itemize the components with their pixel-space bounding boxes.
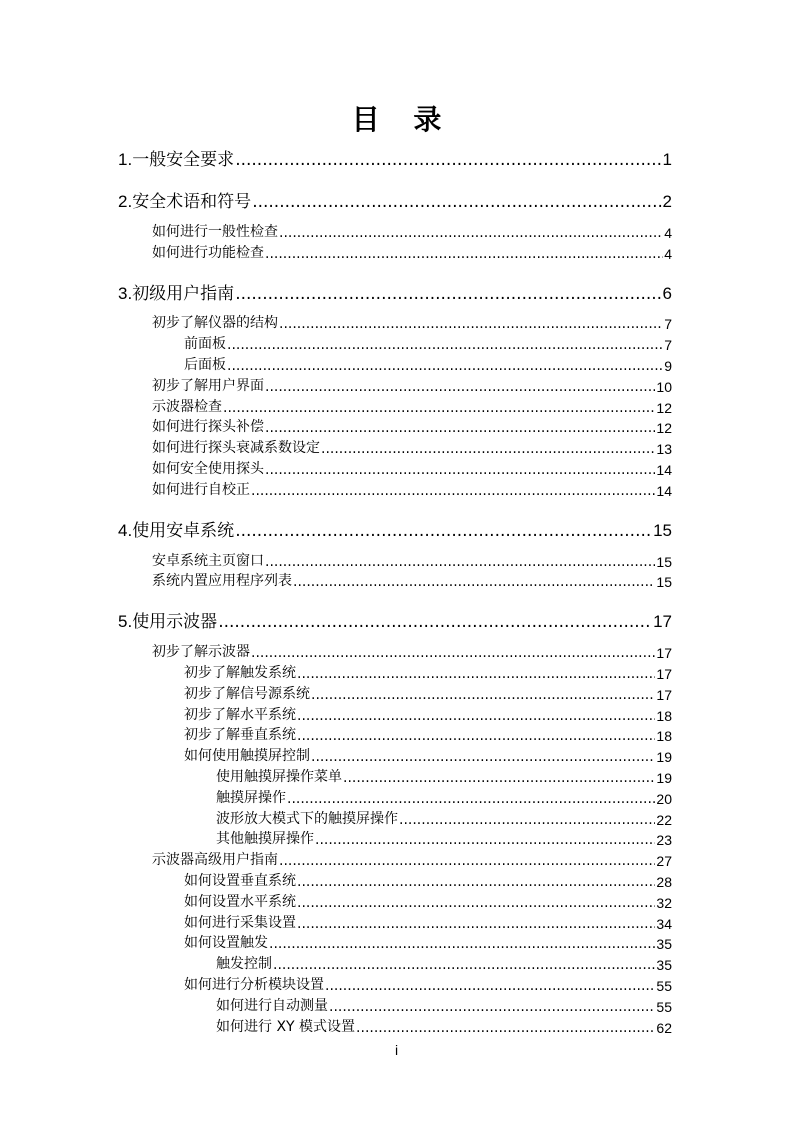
toc-entry-label: 如何进行分析模块设置: [184, 976, 324, 993]
toc-entry[interactable]: [0, 220, 793, 241]
toc-entry[interactable]: [0, 436, 793, 457]
toc-entry-label: 触发控制: [216, 956, 272, 973]
toc-entry-label: 如何进行采集设置: [184, 914, 296, 931]
toc-dot-leader: [235, 150, 661, 170]
toc-dot-leader: [329, 999, 655, 1015]
toc-page-number: 1: [662, 150, 672, 169]
toc-page-number: 12: [656, 399, 672, 416]
toc-page-number: 17: [656, 665, 672, 682]
toc-entry-label: 后面板: [184, 356, 226, 373]
toc-entry-label: 如何进行自动测量: [216, 997, 328, 1014]
toc-dot-leader: [297, 895, 655, 911]
toc-page-number: 13: [656, 441, 672, 458]
toc-entry-label: 如何安全使用探头: [152, 460, 264, 477]
toc-page-number: 2: [662, 192, 672, 211]
toc-entry[interactable]: [0, 332, 793, 353]
toc-entry[interactable]: [0, 682, 793, 703]
toc-entry-label: 如何进行功能检查: [152, 244, 264, 261]
toc-dot-leader: [356, 1020, 655, 1036]
toc-entry[interactable]: [0, 786, 793, 807]
toc-dot-leader: [223, 400, 655, 416]
toc-dot-leader: [227, 337, 663, 353]
toc-entry-label: 触摸屏操作: [216, 789, 286, 806]
toc-entry[interactable]: [0, 549, 793, 570]
toc-entry[interactable]: [0, 188, 793, 212]
toc-dot-leader: [279, 853, 655, 869]
toc-dot-leader: [279, 225, 663, 241]
toc-dot-leader: [325, 978, 655, 994]
toc-entry-label: 示波器检查: [152, 398, 222, 415]
toc-page-number: 55: [656, 998, 672, 1015]
toc-page-number: 9: [664, 357, 672, 374]
toc-dot-leader: [297, 708, 655, 724]
toc-page-number: 15: [656, 574, 672, 591]
toc-dot-leader: [297, 874, 655, 890]
toc-dot-leader: [265, 554, 655, 570]
toc-dot-leader: [287, 791, 655, 807]
toc-entry[interactable]: [0, 478, 793, 499]
toc-entry[interactable]: [0, 640, 793, 661]
toc-page-number: 35: [656, 957, 672, 974]
toc-entry[interactable]: [0, 848, 793, 869]
toc-entry-label: 如何进行探头衰减系数设定: [152, 440, 320, 457]
toc-entry[interactable]: [0, 312, 793, 333]
toc-dot-leader: [297, 916, 655, 932]
toc-page-number: 4: [664, 245, 672, 262]
toc-entry-label: 初步了解信号源系统: [184, 685, 310, 702]
toc-entry[interactable]: [0, 570, 793, 591]
toc-entry[interactable]: [0, 744, 793, 765]
toc-page-number: 27: [656, 853, 672, 870]
toc-section-number: 2.: [118, 192, 133, 211]
toc-entry[interactable]: [0, 952, 793, 973]
toc-entry[interactable]: [0, 517, 793, 541]
toc-entry[interactable]: [0, 661, 793, 682]
toc-section-number: 3.: [118, 283, 133, 303]
toc-entry[interactable]: [0, 146, 793, 170]
toc-page-number: 20: [656, 790, 672, 807]
toc-dot-leader: [251, 645, 655, 661]
toc-dot-leader: [321, 441, 655, 457]
toc-entry-label: 使用示波器: [132, 612, 218, 633]
toc-page-number: 28: [656, 873, 672, 890]
toc-entry[interactable]: [0, 395, 793, 416]
toc-entry[interactable]: [0, 241, 793, 262]
toc-entry-label: 使用安卓系统: [132, 520, 235, 541]
toc-entry-label: 初步了解水平系统: [184, 706, 296, 723]
toc-entry[interactable]: [0, 869, 793, 890]
toc-dot-leader: [265, 246, 663, 262]
toc-entry-label: 波形放大模式下的触摸屏操作: [216, 810, 398, 827]
toc-entry[interactable]: [0, 807, 793, 828]
toc-entry[interactable]: [0, 994, 793, 1015]
toc-dot-leader: [265, 379, 655, 395]
toc-page-number: 15: [653, 520, 672, 540]
toc-entry[interactable]: [0, 457, 793, 478]
toc-entry[interactable]: [0, 1015, 793, 1036]
toc-dot-leader: [235, 521, 652, 541]
toc-entry-label: 初步了解触发系统: [184, 664, 296, 681]
toc-entry-label: 如何设置触发: [184, 935, 268, 952]
toc-entry[interactable]: [0, 703, 793, 724]
toc-page-number: 22: [656, 811, 672, 828]
toc-entry-label: 如何设置垂直系统: [184, 872, 296, 889]
toc-entry-label: 如何进行自校正: [152, 481, 250, 498]
toc-entry-label: 一般安全要求: [132, 150, 235, 170]
toc-section-number: 4.: [118, 520, 133, 540]
toc-page-number: 23: [656, 832, 672, 849]
toc-entry-label: 如何进行探头补偿: [152, 419, 264, 436]
toc-dot-leader: [297, 728, 655, 744]
toc-entry[interactable]: [0, 932, 793, 953]
toc-entry-label: 安全术语和符号: [132, 192, 252, 212]
toc-entry-label: 初步了解仪器的结构: [152, 315, 278, 332]
toc-dot-leader: [265, 420, 655, 436]
toc-page-number: 4: [664, 224, 672, 241]
toc-dot-leader: [227, 358, 663, 374]
toc-dot-leader: [311, 749, 655, 765]
toc-entry[interactable]: [0, 416, 793, 437]
toc-page-number: 14: [656, 461, 672, 478]
toc-entry-label: 其他触摸屏操作: [216, 831, 314, 848]
toc-entry-label: 如何进行 XY 模式设置: [216, 1018, 356, 1035]
toc-entry[interactable]: [0, 765, 793, 786]
toc-entry-label: 如何设置水平系统: [184, 893, 296, 910]
toc-dot-leader: [252, 192, 661, 212]
toc-dot-leader: [279, 316, 663, 332]
toc-page-number: 15: [656, 553, 672, 570]
toc-dot-leader: [297, 666, 655, 682]
toc-section-number: 5.: [118, 612, 133, 632]
toc-entry[interactable]: [0, 973, 793, 994]
toc-page-number: 7: [664, 316, 672, 333]
toc-page-number: 35: [656, 936, 672, 953]
toc-page-number: 18: [656, 707, 672, 724]
toc-dot-leader: [311, 687, 655, 703]
toc-entry[interactable]: [0, 890, 793, 911]
toc-entry-label: 使用触摸屏操作菜单: [216, 768, 342, 785]
toc-page-number: 6: [662, 283, 672, 303]
toc-page-number: 19: [656, 749, 672, 766]
toc-entry[interactable]: [0, 353, 793, 374]
toc-entry-label: 如何使用触摸屏控制: [184, 748, 310, 765]
toc-page-number: 32: [656, 894, 672, 911]
toc-dot-leader: [343, 770, 655, 786]
toc-page-number: 34: [656, 915, 672, 932]
toc-dot-leader: [315, 832, 655, 848]
toc-dot-leader: [399, 812, 655, 828]
toc-dot-leader: [251, 483, 655, 499]
toc-entry[interactable]: [0, 911, 793, 932]
toc-dot-leader: [218, 612, 652, 632]
toc-page-number: 55: [656, 977, 672, 994]
toc-page-number: 17: [656, 645, 672, 662]
toc-entry-label: 初步了解垂直系统: [184, 727, 296, 744]
page-title: 目 录: [351, 103, 454, 136]
toc-dot-leader: [235, 284, 661, 304]
table-of-contents: [0, 146, 793, 1036]
toc-page-number: 17: [653, 612, 672, 632]
toc-entry-label: 初级用户指南: [132, 283, 235, 304]
toc-entry-label: 前面板: [184, 336, 226, 353]
toc-page-number: 10: [656, 378, 672, 395]
toc-entry[interactable]: [0, 724, 793, 745]
toc-entry-label: 安卓系统主页窗口: [152, 552, 264, 569]
toc-entry[interactable]: [0, 828, 793, 849]
toc-entry[interactable]: [0, 608, 793, 632]
toc-page-number: 7: [664, 337, 672, 354]
toc-page-number: 62: [656, 1019, 672, 1036]
toc-dot-leader: [293, 574, 655, 590]
toc-page-number: 12: [656, 420, 672, 437]
toc-entry-label: 示波器高级用户指南: [152, 852, 278, 869]
toc-dot-leader: [269, 936, 655, 952]
toc-dot-leader: [265, 462, 655, 478]
toc-entry[interactable]: [0, 280, 793, 304]
toc-entry-label: 如何进行一般性检查: [152, 223, 278, 240]
toc-page-number: 14: [656, 482, 672, 499]
toc-dot-leader: [273, 957, 655, 973]
toc-section-number: 1.: [118, 150, 133, 169]
toc-entry-label: 初步了解用户界面: [152, 377, 264, 394]
toc-entry-label: 系统内置应用程序列表: [152, 573, 292, 590]
toc-page-number: 17: [656, 686, 672, 703]
page-number: i: [394, 1042, 399, 1058]
toc-page-number: 18: [656, 728, 672, 745]
toc-entry-label: 初步了解示波器: [152, 644, 250, 661]
toc-page-number: 19: [656, 769, 672, 786]
toc-entry[interactable]: [0, 374, 793, 395]
